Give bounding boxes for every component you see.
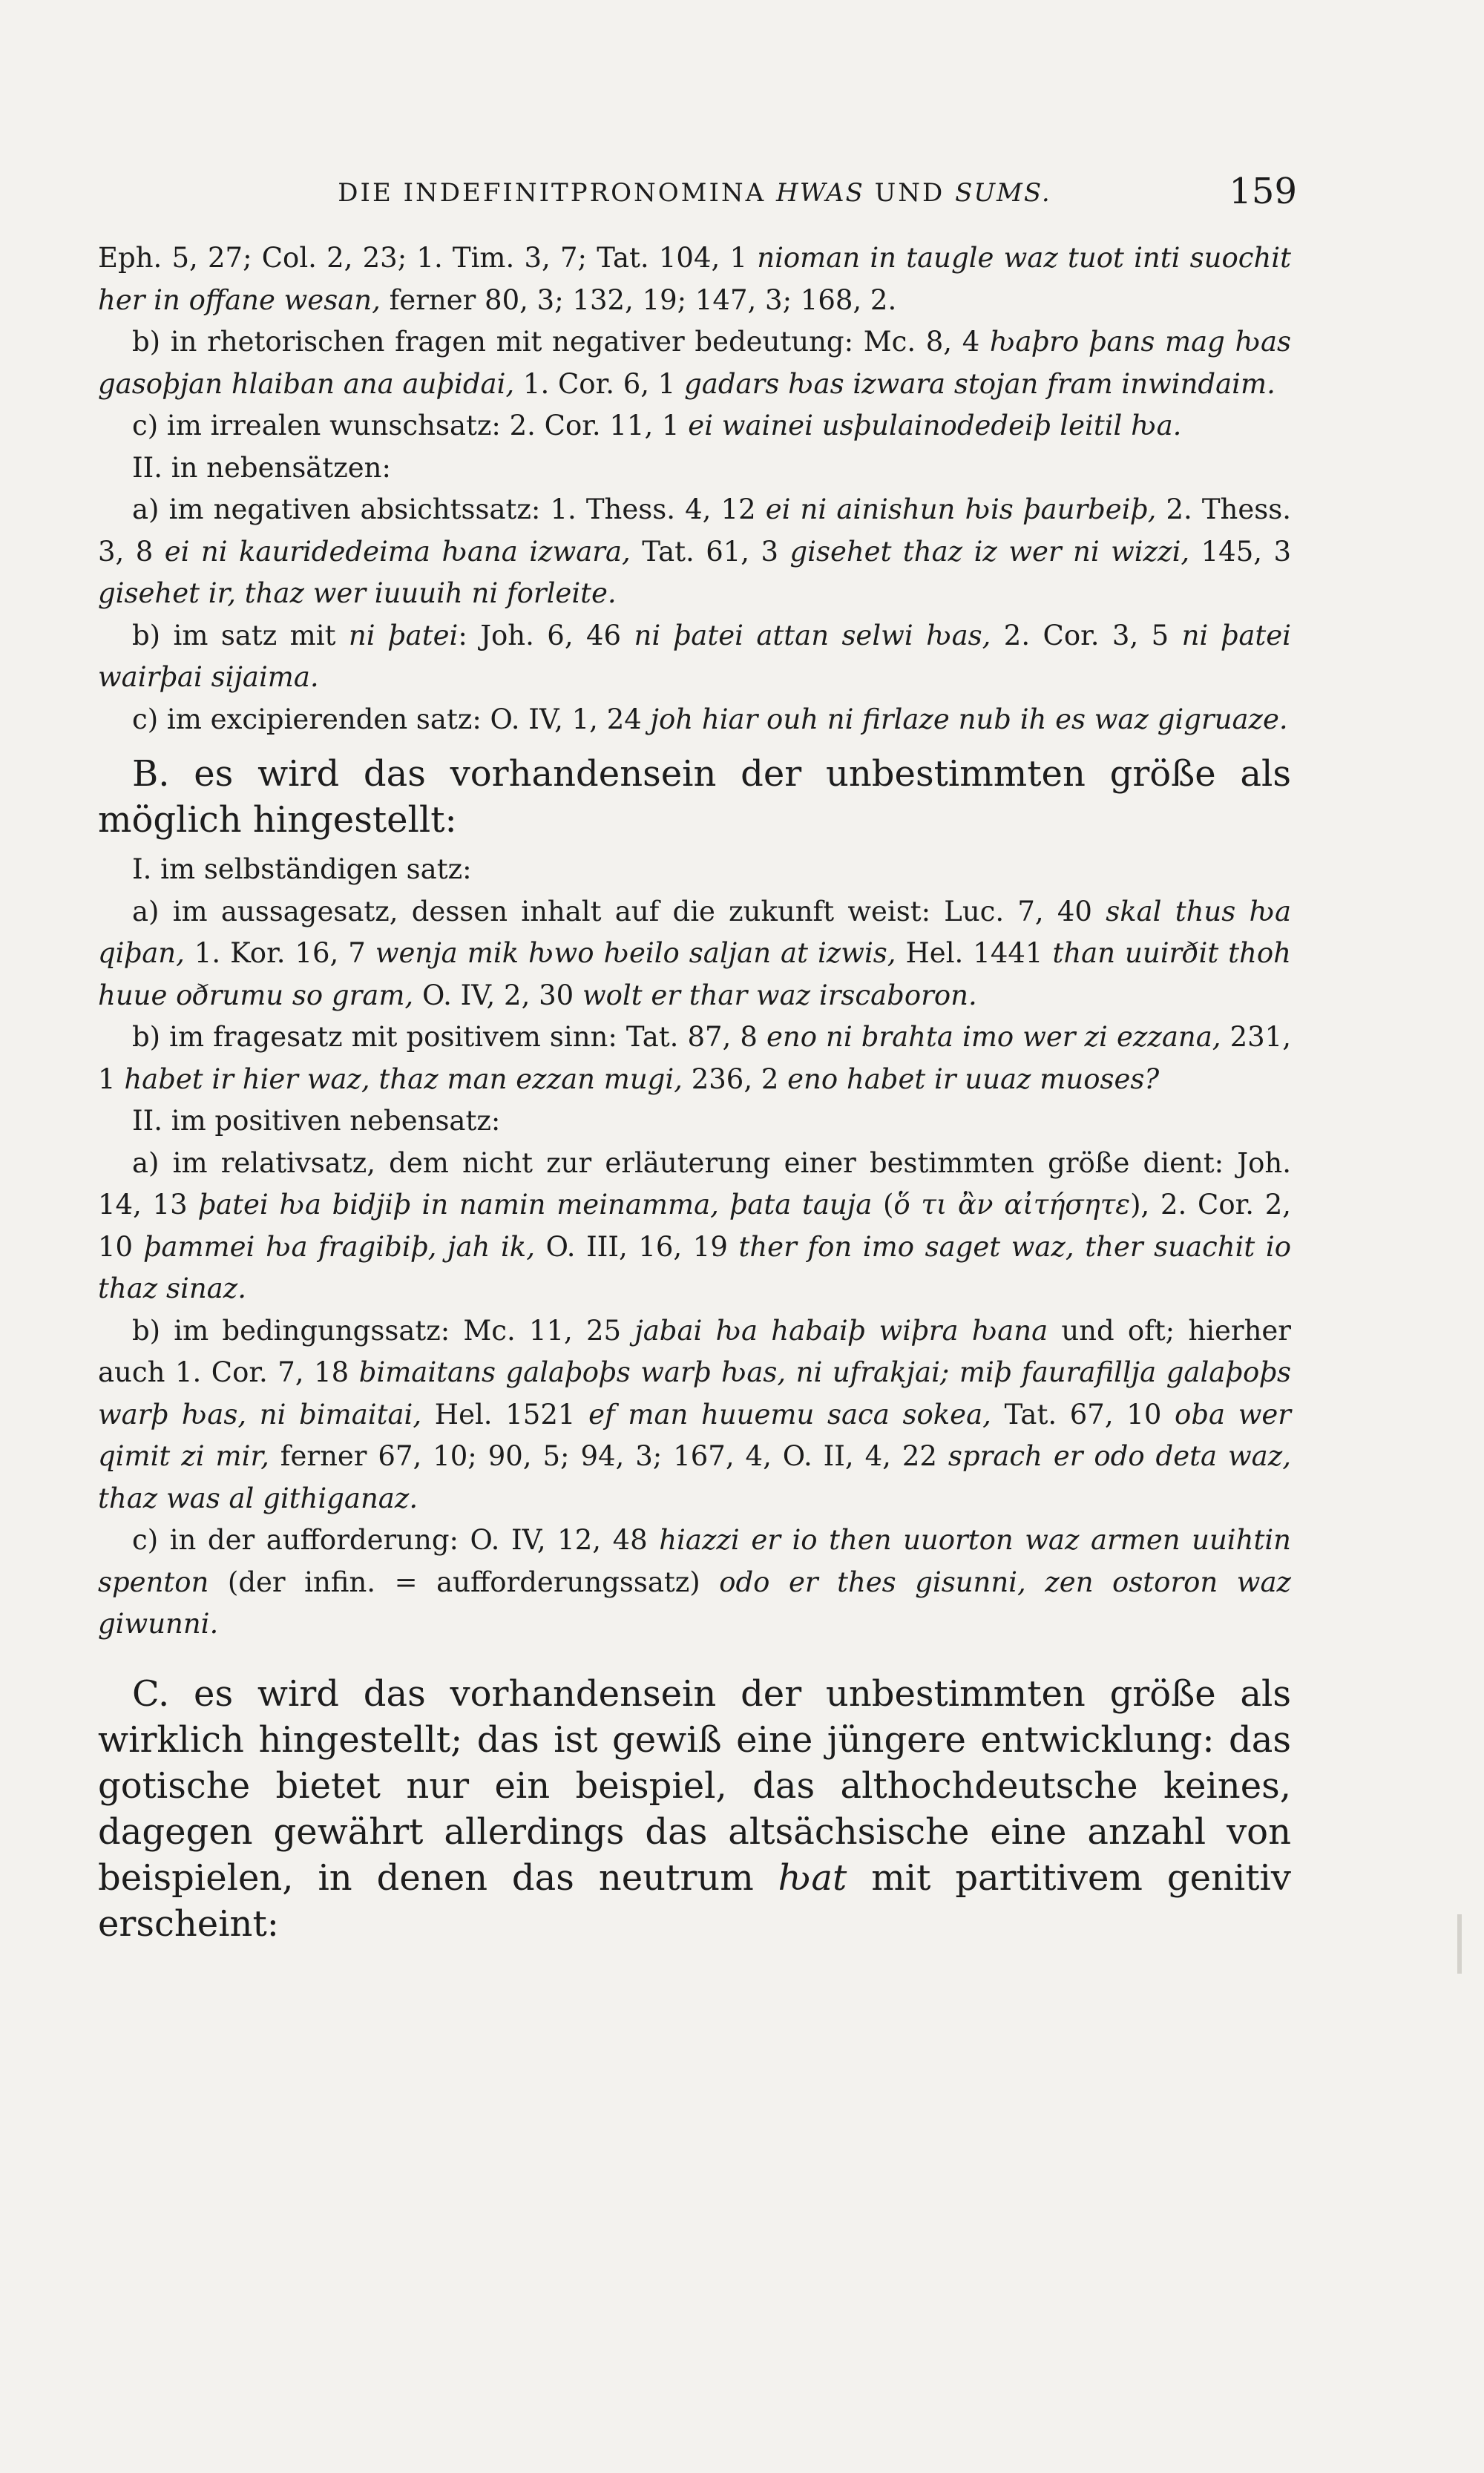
quote: ni þatei <box>348 619 459 651</box>
quote: hiazzi er io then uuorton waz armen uuihtin spenton <box>98 1524 1291 1598</box>
page-number: 159 <box>1229 171 1297 212</box>
quote: gisehet ir, thaz wer iuuuih ni forleite. <box>98 577 617 609</box>
text: Eph. 5, 27; Col. 2, 23; 1. Tim. 3, 7; Tat. 104, 1 <box>98 242 758 274</box>
text: C. es wird das vorhandensein der unbestimmten größe als wirklich hingestellt; das ist gewiß eine jüngere entwicklung: das gotische bietet nur ein beispiel, das althochdeutsche keines, dagegen gewährt allerdings das altsächsische eine anzahl von beispielen, in denen das neutrum <box>98 1672 1291 1899</box>
section-c-paragraph <box>98 1671 1291 1947</box>
quote: bimaitans galaþoþs warþ ƕas, ni ufrakjai; miþ faurafillja galaþoþs warþ ƕas, ni bimaitai, <box>98 1356 1291 1431</box>
text: Hel. 1521 <box>421 1398 589 1431</box>
text: b) im satz mit <box>132 619 349 651</box>
text: und oft; hierher auch 1. Cor. 7, 18 <box>98 1314 1291 1388</box>
text: (der infin. = aufforderungssatz) <box>209 1566 720 1598</box>
section-c <box>98 1671 1291 1947</box>
heading-selbstaendig: I. im selbständigen satz: <box>132 853 472 885</box>
quote: þatei ƕa bidjiþ in namin meinamma, þata tauja <box>198 1189 873 1221</box>
text: c) im excipierenden satz: O. IV, 1, 24 <box>132 703 651 735</box>
quote: eno habet ir uuaz muoses? <box>787 1063 1160 1095</box>
quote: ni þatei attan selwi ƕas, <box>634 619 991 651</box>
quote: sprach er odo deta waz, thaz was al githiganaz. <box>98 1440 1291 1514</box>
paragraph-positive-question <box>98 1017 1291 1100</box>
text: Tat. 61, 3 <box>630 535 790 568</box>
quote: ƕaþro þans mag ƕas gasoþjan hlaiban ana auþidai, <box>98 326 1292 400</box>
quote: skal thus ƕa qiþan, <box>98 895 1292 969</box>
paragraph-exhortation <box>98 1520 1291 1646</box>
quote: habet ir hier waz, thaz man ezzan mugi, <box>124 1063 683 1095</box>
text: O. III, 16, 19 <box>534 1230 739 1263</box>
paragraph-conditional <box>98 1310 1291 1520</box>
paragraph-irreal-wish <box>98 405 1291 447</box>
quote: jabai ƕa habaiþ wiþra ƕana <box>634 1314 1048 1347</box>
paragraph-ni-patei <box>98 615 1291 699</box>
text: 1. Cor. 6, 1 <box>514 367 685 400</box>
page-header <box>98 171 1297 237</box>
text: b) im fragesatz mit positivem sinn: Tat. 87, 8 <box>132 1021 766 1053</box>
text: c) in der aufforderung: O. IV, 12, 48 <box>132 1524 660 1556</box>
text: 231, 1 <box>98 1021 1291 1095</box>
heading-positive-clause: II. im positiven nebensatz: <box>132 1105 501 1137</box>
text: ferner 80, 3; 132, 19; 147, 3; 168, 2. <box>380 283 897 316</box>
text: O. IV, 2, 30 <box>413 979 582 1011</box>
quote: eno ni brahta imo wer zi ezzana, <box>766 1021 1221 1053</box>
text: ferner 67, 10; 90, 5; 94, 3; 167, 4, O. II, 4, 22 <box>269 1440 948 1472</box>
quote: ef man huuemu saca sokea, <box>588 1398 991 1431</box>
text: a) im negativen absichtssatz: 1. Thess. 4, 12 <box>132 493 766 525</box>
quote: ei ni kauridedeima ƕana izwara, <box>164 535 631 568</box>
paragraph-future-statement <box>98 891 1291 1017</box>
text: a) im relativsatz, dem nicht zur erläuterung einer bestimmten größe dient: Joh. 14, 13 <box>98 1146 1291 1221</box>
text: c) im irrealen wunschsatz: 2. Cor. 11, 1 <box>132 410 689 441</box>
paragraph-excipient <box>98 699 1291 741</box>
heading-nebensaetze: II. in nebensätzen: <box>132 451 391 484</box>
text: 2. Cor. 3, 5 <box>991 619 1182 651</box>
quote: oba wer qimit zi mir, <box>98 1398 1291 1472</box>
text: 236, 2 <box>682 1063 788 1095</box>
text: 2. Thess. 3, 8 <box>98 493 1291 568</box>
running-head-hwas: HWAS <box>776 178 864 208</box>
quote: ei wainei usþulainodedeiþ leitil ƕa. <box>688 410 1182 441</box>
section-b-title: B. es wird das vorhandensein der unbestimmten größe als möglich hingestellt: <box>98 753 1291 841</box>
text: 1. Kor. 16, 7 <box>184 937 375 969</box>
section-a-continued <box>98 237 1291 740</box>
section-b-heading <box>98 751 1291 843</box>
text: 145, 3 <box>1189 535 1291 568</box>
running-head <box>98 178 1291 208</box>
quote: þammei ƕa fragibiþ, jah ik, <box>143 1230 535 1263</box>
quote: joh hiar ouh ni firlaze nub ih es waz gigruaze. <box>650 703 1288 735</box>
quote: nioman in taugle waz tuot inti suochit her in offane wesan, <box>98 242 1291 316</box>
quote: than uuirðit thoh huue oðrumu so gram, <box>98 937 1291 1011</box>
quote: ƕat <box>778 1856 847 1899</box>
running-head-sums: SUMS. <box>955 178 1051 208</box>
text: : Joh. 6, 46 <box>458 619 634 651</box>
text: ( <box>872 1189 894 1221</box>
quote: wenja mik ƕwo ƕeilo saljan at izwis, <box>375 937 896 969</box>
section-b-body <box>98 849 1291 1646</box>
paragraph-eph-examples <box>98 237 1291 321</box>
text: mit partitivem genitiv erscheint: <box>98 1856 1291 1945</box>
text: a) im aussagesatz, dessen inhalt auf die zukunft weist: Luc. 7, 40 <box>132 895 1106 927</box>
running-head-prefix: DIE INDEFINITPRONOMINA <box>338 178 777 208</box>
running-head-und: UND <box>864 178 956 208</box>
paragraph-relative-clause <box>98 1143 1291 1310</box>
greek-quote: ὅ τι ἂν αἰτήσητε <box>893 1189 1131 1221</box>
quote: ei ni ainishun ƕis þaurbeiþ, <box>765 493 1157 525</box>
text: b) im bedingungssatz: Mc. 11, 25 <box>132 1314 635 1347</box>
quote: odo er thes gisunni, zen ostoron waz giwunni. <box>98 1566 1291 1640</box>
paragraph-negative-purpose <box>98 489 1291 615</box>
paragraph-rhetorical-questions <box>98 321 1291 405</box>
text: Hel. 1441 <box>896 937 1053 969</box>
text: ), 2. Cor. 2, 10 <box>98 1189 1291 1263</box>
quote: wolt er thar waz irscaboron. <box>582 979 977 1011</box>
scan-mark <box>1457 1914 1462 1974</box>
quote: gisehet thaz iz wer ni wizzi, <box>789 535 1190 568</box>
quote: gadars ƕas izwara stojan fram inwindaim. <box>684 367 1275 400</box>
text: b) in rhetorischen fragen mit negativer bedeutung: Mc. 8, 4 <box>132 326 990 358</box>
text: Tat. 67, 10 <box>991 1398 1175 1431</box>
quote: ther fon imo saget waz, ther suachit io thaz sinaz. <box>98 1230 1292 1304</box>
quote: ni þatei wairþai sijaima. <box>98 619 1291 693</box>
